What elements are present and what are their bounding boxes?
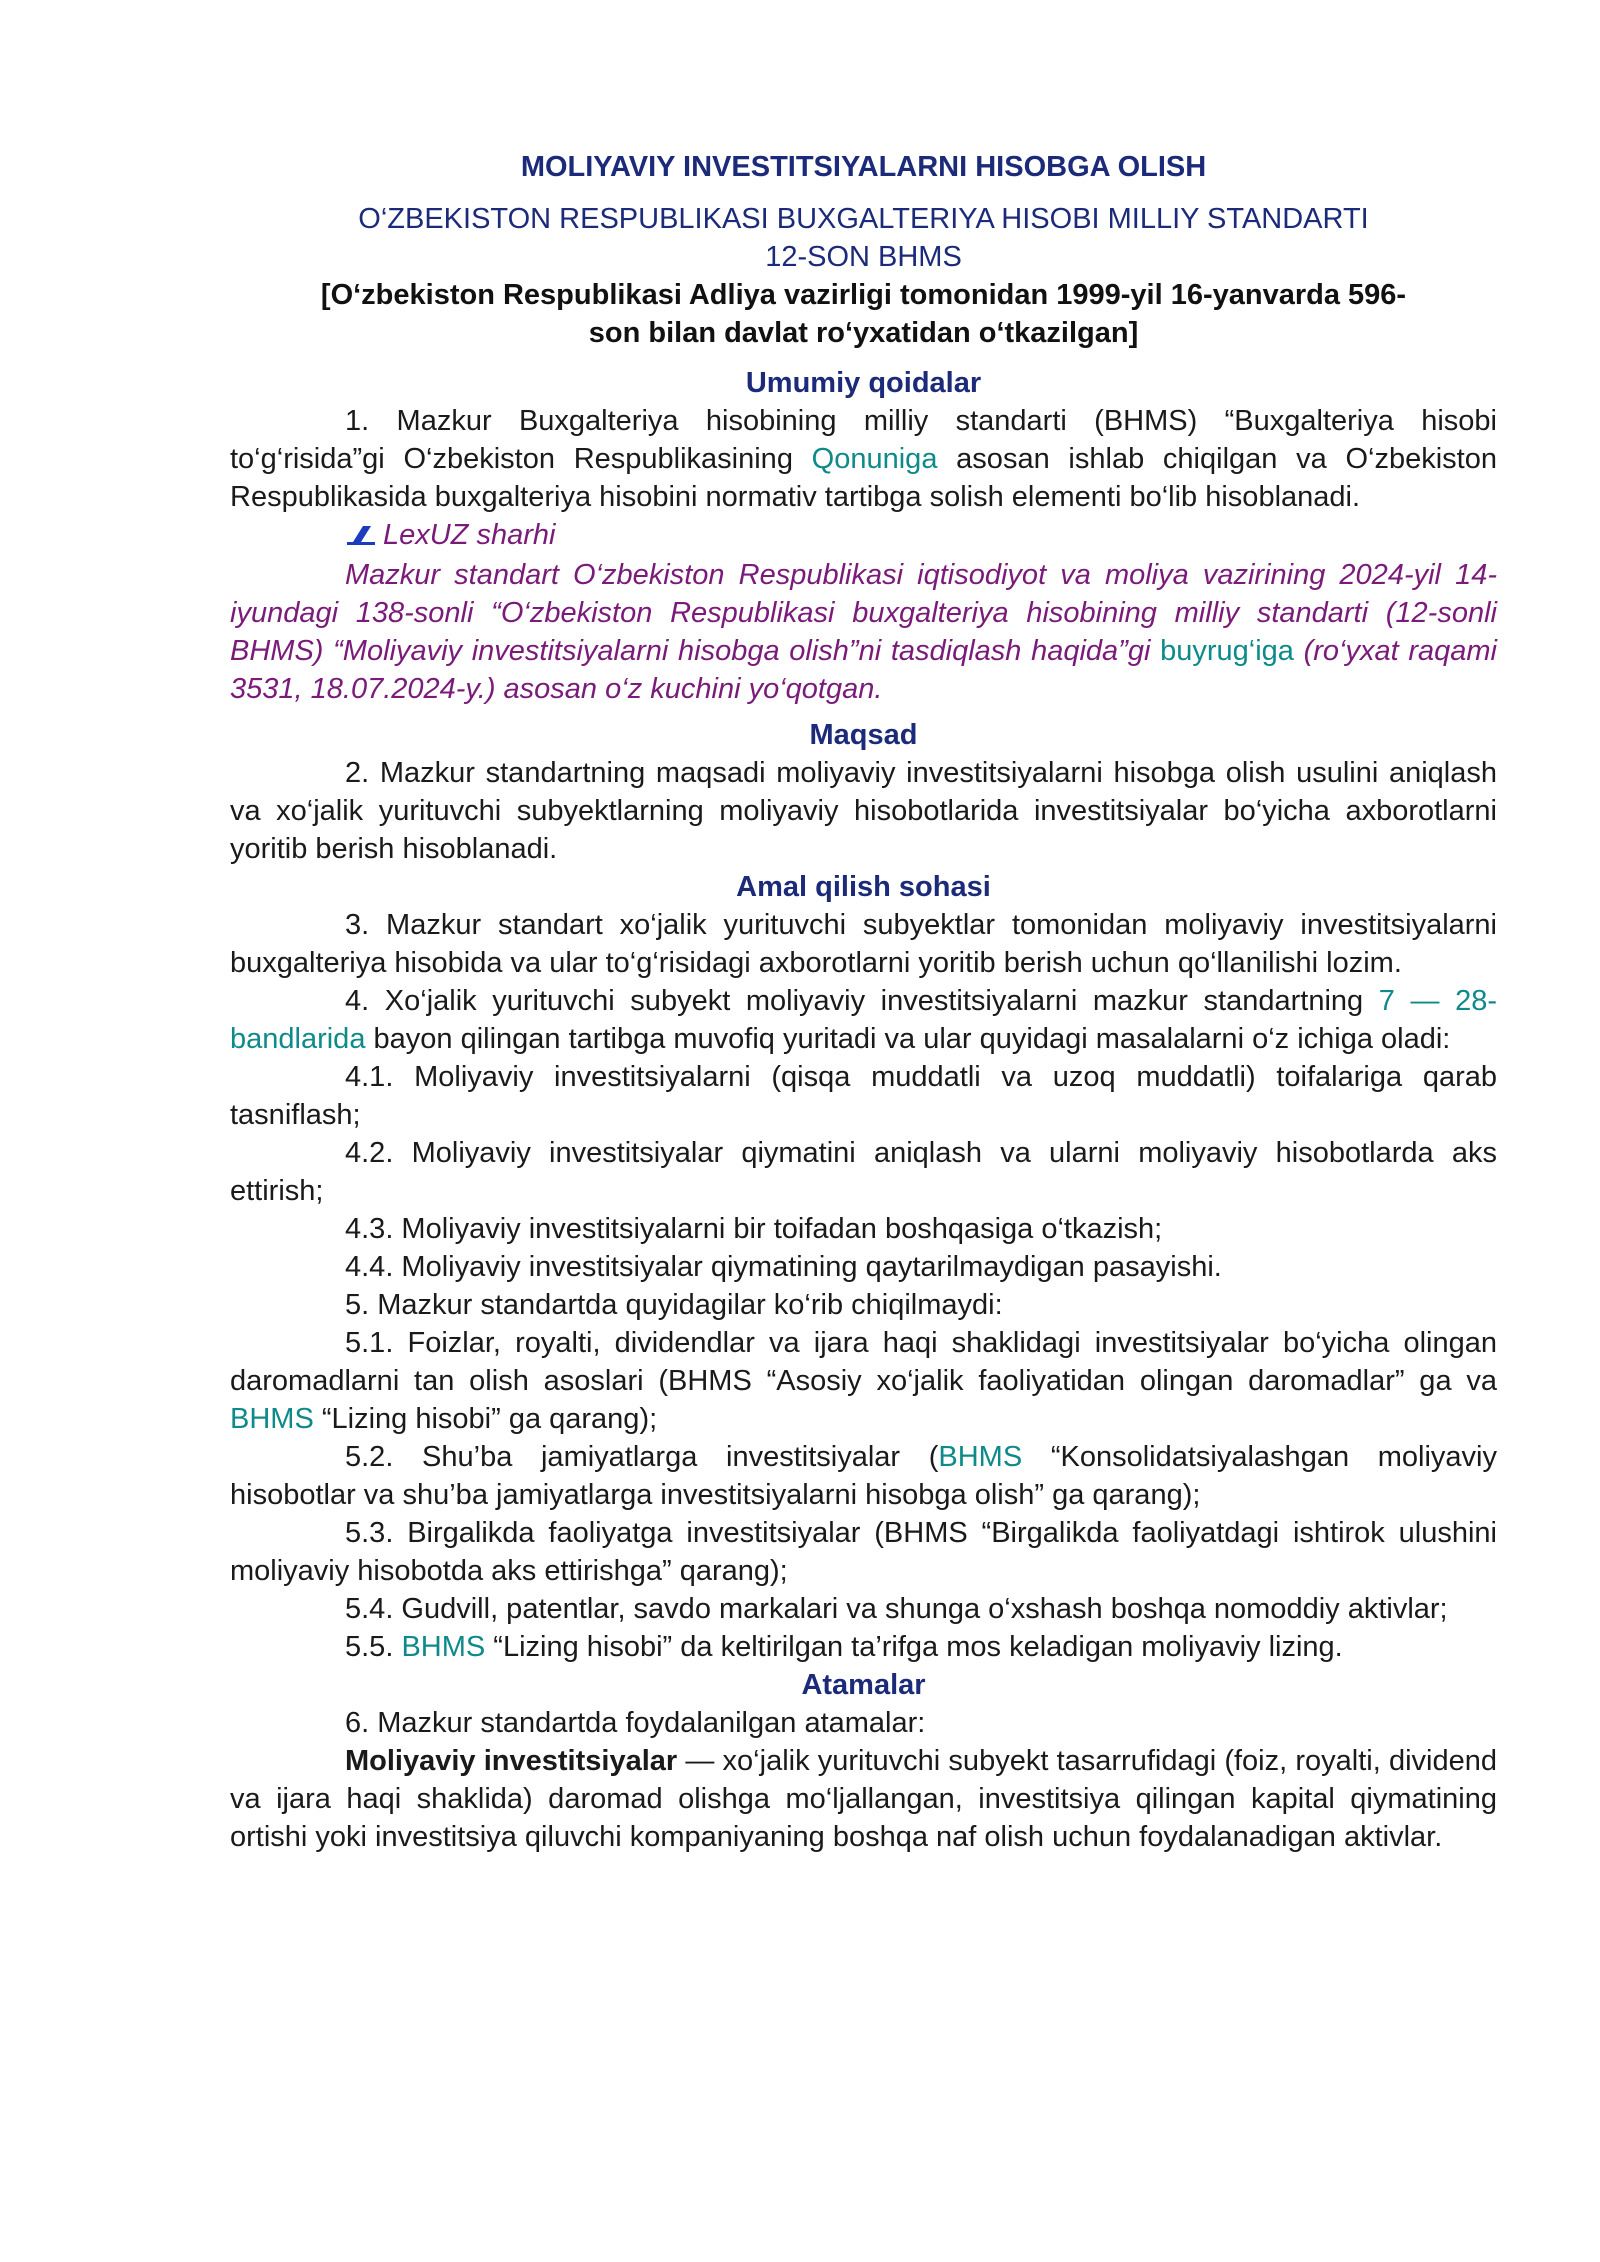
- section-heading-general: Umumiy qoidalar: [745, 367, 982, 399]
- paragraph-4-text-end: bayon qilingan tartibga muvofiq yuritadi va ular quyidagi masalalarni o‘z ichiga oladi:: [365, 1023, 1451, 1055]
- registration-note: [230, 276, 1497, 352]
- comment-text-end: (ro‘yxat raqami 3531, 18.07.2024-y.) asosan o‘z kuchini yo‘qotgan.: [230, 635, 1497, 705]
- paragraph-5: 5. Mazkur standartda quyidagilar ko‘rib chiqilmaydi:: [345, 1289, 1003, 1321]
- document-standard-number: 12-SON BHMS: [765, 241, 962, 273]
- document-content: [230, 148, 1497, 1856]
- paragraph-5-1: [230, 1324, 1497, 1438]
- paragraph-5-2-text: 5.2. Shu’ba jamiyatlarga investitsiyalar (: [345, 1441, 939, 1473]
- paragraph-1-text-end: asosan ishlab chiqilgan va O‘zbekiston Respublikasida buxgalteriya hisobini normativ tartibga solish elementi bo‘lib hisoblanadi.: [230, 443, 1497, 513]
- paragraph-1: [230, 402, 1497, 516]
- registration-line-1: [O‘zbekiston Respublikasi Adliya vazirligi tomonidan 1999-yil 16-yanvarda 596-: [320, 279, 1407, 311]
- paragraph-5-2: [230, 1438, 1497, 1514]
- lexuz-comment-icon: [345, 518, 375, 556]
- paragraph-4-3: 4.3. Moliyaviy investitsiyalarni bir toifadan boshqasiga o‘tkazish;: [345, 1213, 1163, 1245]
- lexuz-comment-label: LexUZ sharhi: [383, 519, 556, 551]
- paragraph-4-1: 4.1. Moliyaviy investitsiyalarni (qisqa muddatli va uzoq muddatli) toifalariga qarab tasniflash;: [230, 1061, 1497, 1131]
- document-title: MOLIYAVIY INVESTITSIYALARNI HISOBGA OLISH: [520, 151, 1207, 183]
- paragraph-1-text: 1. Mazkur Buxgalteriya hisobining milliy standarti (BHMS) “Buxgalteriya hisobi to‘g‘risida”gi O‘zbekiston Respublikasining: [230, 405, 1497, 475]
- bhms-leasing-link-2[interactable]: BHMS: [401, 1631, 486, 1663]
- paragraph-5-5: [230, 1628, 1497, 1666]
- term-definition: [230, 1742, 1497, 1856]
- law-link[interactable]: Qonuniga: [811, 443, 938, 475]
- lexuz-comment-header[interactable]: [230, 516, 1497, 556]
- section-heading-purpose: Maqsad: [809, 719, 918, 751]
- paragraph-5-4: 5.4. Gudvill, patentlar, savdo markalari va shunga o‘xshash boshqa nomoddiy aktivlar;: [345, 1593, 1448, 1625]
- section-heading-scope: Amal qilish sohasi: [736, 871, 991, 903]
- paragraph-5-2-text-end: “Konsolidatsiyalashgan moliyaviy hisobotlar va shu’ba jamiyatlarga investitsiyalarni hisobga olish” ga qarang);: [230, 1441, 1497, 1511]
- paragraph-6: 6. Mazkur standartda foydalanilgan atamalar:: [345, 1707, 926, 1739]
- registration-line-2: son bilan davlat ro‘yxatidan o‘tkazilgan]: [588, 317, 1139, 349]
- paragraph-4: [230, 982, 1497, 1058]
- order-link[interactable]: buyrug‘iga: [1160, 635, 1294, 667]
- paragraph-5-5-text: 5.5.: [345, 1631, 402, 1663]
- term-name: Moliyaviy investitsiyalar: [345, 1745, 678, 1777]
- comment-text: Mazkur standart O‘zbekiston Respublikasi iqtisodiyot va moliya vazirining 2024-yil 14-iyundagi 138-sonli “O‘zbekiston Respublikasi buxgalteriya hisobining milliy standarti (12-sonli BHMS) “Moliyaviy investitsiyalarni hisobga olish”ni tasdiqlash haqida”gi: [230, 559, 1497, 667]
- paragraph-5-5-text-end: “Lizing hisobi” da keltirilgan ta’rifga mos keladigan moliyaviy lizing.: [485, 1631, 1343, 1663]
- lexuz-comment-text: [230, 556, 1497, 708]
- paragraph-3: 3. Mazkur standart xo‘jalik yurituvchi subyektlar tomonidan moliyaviy investitsiyalarni buxgalteriya hisobida va ular to‘g‘risidagi axborotlarni yoritib berish uchun qo‘llanilishi lozim.: [230, 909, 1497, 979]
- bhms-consolidated-link[interactable]: BHMS: [938, 1441, 1023, 1473]
- term-definition-text: — xo‘jalik yurituvchi subyekt tasarrufidagi (foiz, royalti, dividend va ijara haqi shaklida) daromad olishga mo‘ljallangan, investitsiya qilingan kapital qiymatining ortishi yoki investitsiya qiluvchi kompaniyaning boshqa naf olish uchun foydalanadigan aktivlar.: [230, 1745, 1497, 1853]
- section-heading-terms: Atamalar: [801, 1669, 926, 1701]
- paragraph-2: 2. Mazkur standartning maqsadi moliyaviy investitsiyalarni hisobga olish usulini aniqlash va xo‘jalik yurituvchi subyektlarning moliyaviy hisobotlarida investitsiyalar bo‘yicha axborotlarni yoritib berish hisoblanadi.: [230, 757, 1497, 865]
- paragraph-4-4: 4.4. Moliyaviy investitsiyalar qiymatining qaytarilmaydigan pasayishi.: [345, 1251, 1222, 1283]
- paragraph-5-3: 5.3. Birgalikda faoliyatga investitsiyalar (BHMS “Birgalikda faoliyatdagi ishtirok ulushini moliyaviy hisobotda aks ettirishga” qarang);: [230, 1517, 1497, 1587]
- paragraph-4-text: 4. Xo‘jalik yurituvchi subyekt moliyaviy investitsiyalarni mazkur standartning: [345, 985, 1379, 1017]
- paragraph-4-2: 4.2. Moliyaviy investitsiyalar qiymatini aniqlash va ularni moliyaviy hisobotlarda aks ettirish;: [230, 1137, 1497, 1207]
- bhms-leasing-link[interactable]: BHMS: [230, 1403, 314, 1435]
- items-7-28-link[interactable]: 7 — 28-bandlarida: [230, 985, 1497, 1055]
- document-subtitle: O‘ZBEKISTON RESPUBLIKASI BUXGALTERIYA HISOBI MILLIY STANDARTI: [358, 203, 1369, 235]
- paragraph-5-1-text: 5.1. Foizlar, royalti, dividendlar va ijara haqi shaklidagi investitsiyalar bo‘yicha olingan daromadlarni tan olish asoslari (BHMS “Asosiy xo‘jalik faoliyatidan olingan daromadlar” ga va: [230, 1327, 1497, 1397]
- paragraph-5-1-text-end: “Lizing hisobi” ga qarang);: [313, 1403, 658, 1435]
